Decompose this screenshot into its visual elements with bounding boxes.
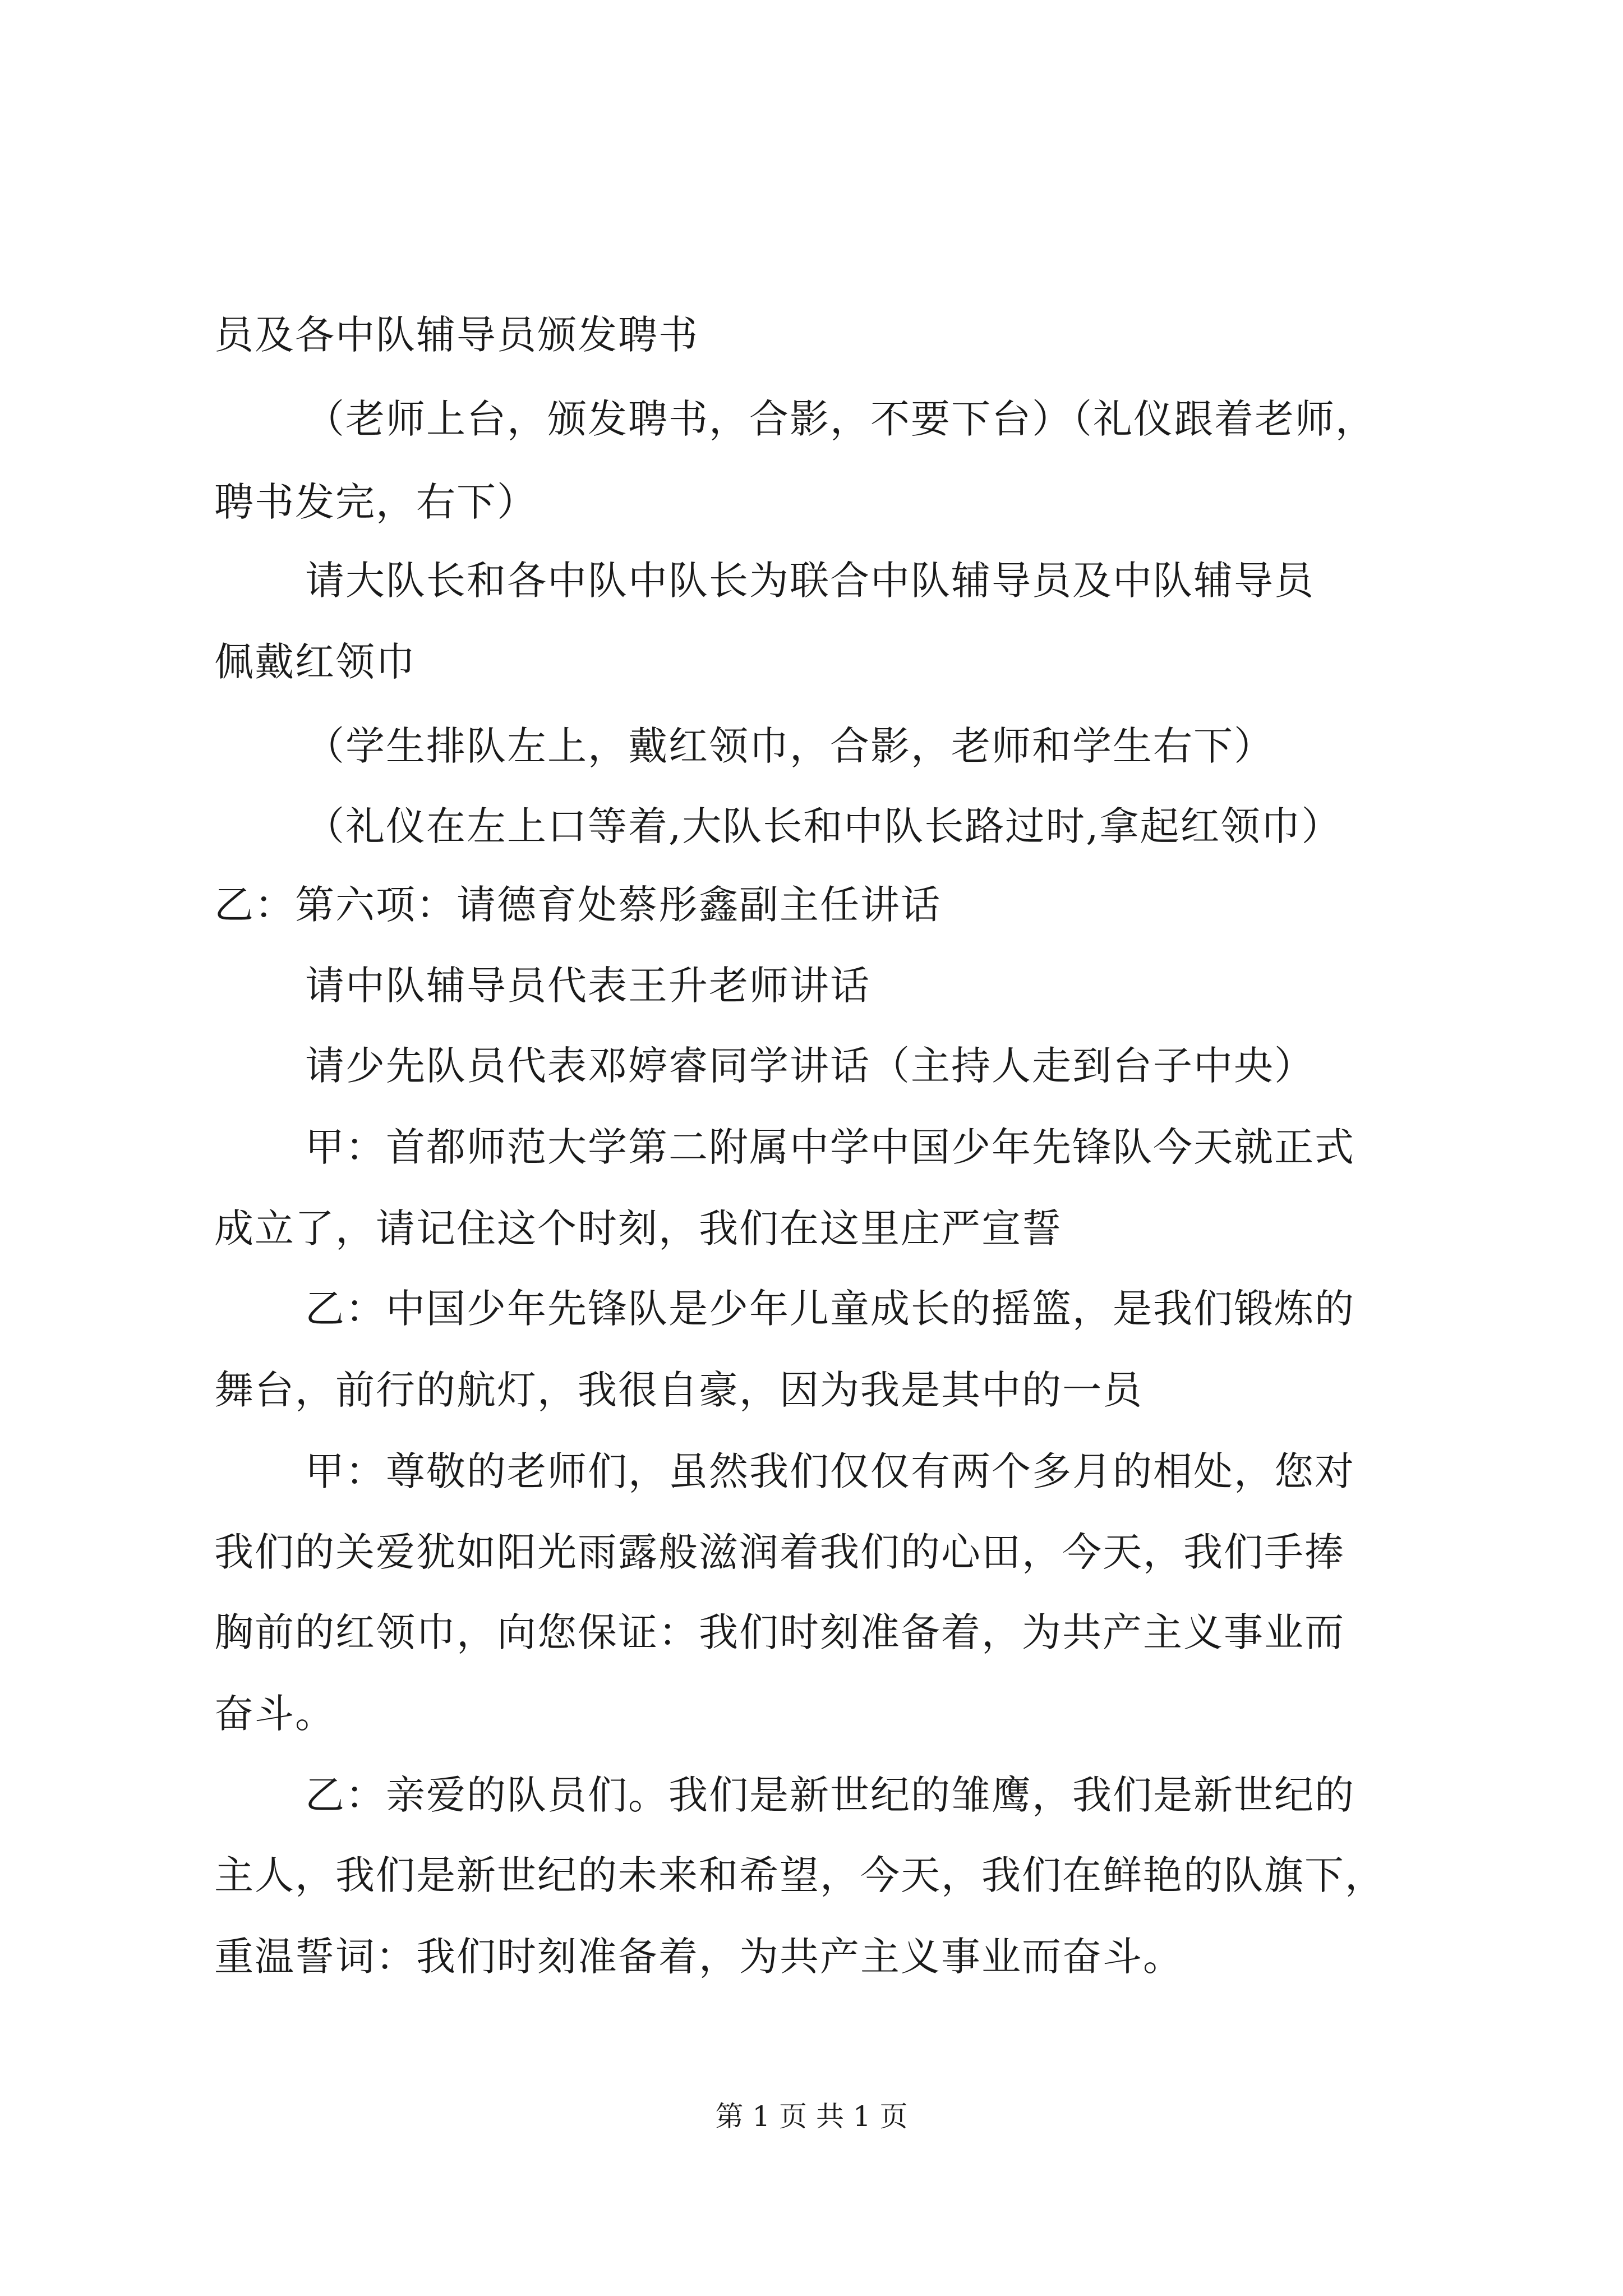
text-line: 乙：中国少年先锋队是少年儿童成长的摇篮，是我们锻炼的 — [305, 1286, 1355, 1332]
text-line: 奋斗。 — [214, 1691, 335, 1737]
text-line: 请中队辅导员代表王升老师讲话 — [305, 963, 870, 1009]
text-line: （学生排队左上，戴红领巾，合影，老师和学生右下） — [305, 723, 1274, 769]
page-footer: 第 1 页 共 1 页 — [715, 2100, 908, 2133]
text-line: 乙：第六项：请德育处蔡彤鑫副主任讲话 — [214, 882, 941, 928]
text-line: 舞台，前行的航灯，我很自豪，因为我是其中的一员 — [214, 1367, 1143, 1413]
text-line: 重温誓词：我们时刻准备着，为共产主义事业而奋斗。 — [214, 1934, 1183, 1980]
text-line: 甲：首都师范大学第二附属中学中国少年先锋队今天就正式 — [305, 1124, 1355, 1170]
text-line: 胸前的红领巾，向您保证：我们时刻准备着，为共产主义事业而 — [214, 1609, 1345, 1655]
text-line: 我们的关爱犹如阳光雨露般滋润着我们的心田，今天，我们手捧 — [214, 1529, 1345, 1575]
text-line: 佩戴红领巾 — [214, 639, 416, 685]
text-line: （礼仪在左上口等着,大队长和中队长路过时,拿起红领巾） — [305, 803, 1342, 849]
text-line: 主人，我们是新世纪的未来和希望，今天，我们在鲜艳的队旗下， — [214, 1852, 1385, 1898]
text-line: 员及各中队辅导员颁发聘书 — [214, 312, 699, 358]
text-line: 成立了，请记住这个时刻，我们在这里庄严宣誓 — [214, 1205, 1062, 1251]
text-line: 聘书发完，右下） — [214, 479, 537, 525]
text-line: 甲：尊敬的老师们，虽然我们仅仅有两个多月的相处，您对 — [305, 1448, 1355, 1494]
text-line: 乙：亲爱的队员们。我们是新世纪的雏鹰，我们是新世纪的 — [305, 1772, 1355, 1818]
text-line: 请少先队员代表邓婷睿同学讲话（主持人走到台子中央） — [305, 1043, 1315, 1089]
text-line: （老师上台，颁发聘书，合影，不要下台）（礼仪跟着老师， — [305, 396, 1376, 442]
text-line: 请大队长和各中队中队长为联合中队辅导员及中队辅导员 — [305, 558, 1315, 604]
